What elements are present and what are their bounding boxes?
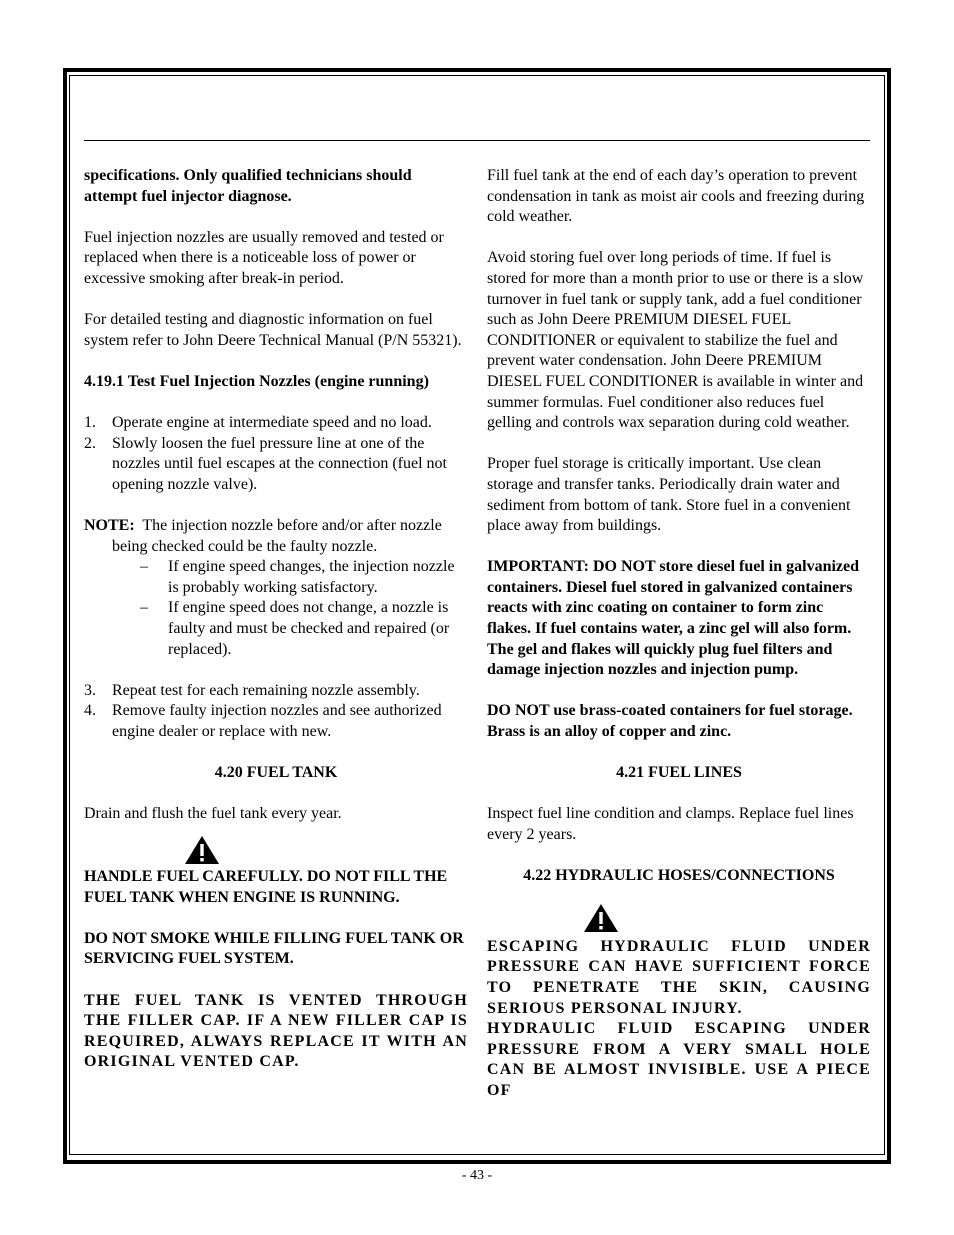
left-column	[84, 166, 468, 1094]
step-text: Slowly loosen the fuel pressure line at one of the nozzles until fuel escapes at the connection (fuel not opening nozzle valve).	[112, 434, 447, 493]
dash-mark: –	[140, 599, 148, 617]
technical-manual-paragraph: For detailed testing and diagnostic information on fuel system refer to John Deere Technical Manual (P/N 55321).	[84, 311, 462, 349]
section-title-fuel-tank: 4.20 FUEL TANK	[214, 764, 338, 782]
list-item	[84, 434, 468, 496]
fuel-tank-paragraph: Drain and flush the fuel tank every year.	[84, 805, 342, 823]
list-item	[84, 598, 468, 660]
right-column	[487, 166, 871, 1122]
dash-mark: –	[140, 558, 148, 576]
note-block	[84, 516, 468, 557]
step-text: Repeat test for each remaining nozzle assembly.	[112, 681, 420, 699]
nozzle-removal-paragraph: Fuel injection nozzles are usually removed and tested or replaced when there is a noticeable loss of power or excessive smoking after break-in period.	[84, 228, 444, 287]
test-steps-list-continued	[84, 681, 468, 743]
list-item	[84, 557, 468, 598]
note-text: The injection nozzle before and/or after nozzle being checked could be the faulty nozzle.	[112, 517, 442, 555]
subsection-heading: 4.19.1 Test Fuel Injection Nozzles (engine running)	[84, 372, 429, 390]
step-text: Remove faulty injection nozzles and see authorized engine dealer or replace with new.	[112, 702, 442, 741]
list-item	[84, 413, 468, 434]
fuel-warning-3: THE FUEL TANK IS VENTED THROUGH THE FILLER CAP. IF A NEW FILLER CAP IS REQUIRED, ALWAYS REPLACE IT WITH AN ORIGINAL VENTED CAP.	[84, 991, 468, 1071]
page-number: - 43 -	[461, 1168, 493, 1183]
proper-storage-paragraph: Proper fuel storage is critically important. Use clean storage and transfer tanks. Periodically drain water and sediment from bottom of tank. Store fuel in a convenient place away from buildings.	[487, 455, 851, 535]
dash-text: If engine speed changes, the injection nozzle is probably working satisfactory.	[168, 558, 455, 596]
warning-triangle-icon	[84, 835, 468, 867]
warning-triangle-icon	[487, 903, 871, 937]
fuel-warning-1: HANDLE FUEL CAREFULLY. DO NOT FILL THE FUEL TANK WHEN ENGINE IS RUNNING.	[84, 868, 448, 906]
section-title-hydraulic: 4.22 HYDRAULIC HOSES/CONNECTIONS	[523, 867, 835, 885]
header-rule	[84, 140, 870, 141]
important-notice: IMPORTANT: DO NOT store diesel fuel in galvanized containers. Diesel fuel stored in galvanized containers reacts with zinc coating on container to form zinc flakes. If fuel contains water, a zinc gel will also form. The gel and flakes will quickly plug fuel filters and damage injection nozzles and injection pump.	[487, 558, 860, 679]
hydraulic-warning-1: ESCAPING HYDRAULIC FLUID UNDER PRESSURE CAN HAVE SUFFICIENT FORCE TO PENETRATE THE SKIN, CAUSING SERIOUS PERSONAL INJURY.	[487, 937, 871, 1017]
intro-bold-paragraph: specifications. Only qualified technicians should attempt fuel injector diagnose.	[84, 167, 412, 205]
note-dash-list	[84, 557, 468, 660]
fill-tank-paragraph: Fill fuel tank at the end of each day’s operation to prevent condensation in tank as moist air cools and freezing during cold weather.	[487, 167, 865, 226]
step-text: Operate engine at intermediate speed and no load.	[112, 414, 432, 432]
step-number: 1.	[84, 414, 96, 432]
fuel-lines-paragraph: Inspect fuel line condition and clamps. Replace fuel lines every 2 years.	[487, 805, 854, 843]
list-item	[84, 681, 468, 702]
section-title-fuel-lines: 4.21 FUEL LINES	[616, 764, 742, 782]
step-number: 4.	[84, 702, 96, 720]
test-steps-list	[84, 413, 468, 495]
dash-text: If engine speed does not change, a nozzle is faulty and must be checked and repaired (or replaced).	[168, 599, 450, 658]
hydraulic-warning-2: HYDRAULIC FLUID ESCAPING UNDER PRESSURE FROM A VERY SMALL HOLE CAN BE ALMOST INVISIBLE. USE A PIECE OF	[487, 1020, 871, 1099]
note-label: NOTE:	[84, 517, 135, 535]
list-item	[84, 701, 468, 742]
brass-notice: DO NOT use brass-coated containers for fuel storage. Brass is an alloy of copper and zinc.	[487, 702, 853, 741]
fuel-storage-paragraph: Avoid storing fuel over long periods of time. If fuel is stored for more than a month prior to use or there is a slow turnover in fuel tank or supply tank, add a fuel conditioner such as John Deere PREMIUM DIESEL FUEL CONDITIONER or equivalent to stabilize the fuel and prevent water condensation. John Deere PREMIUM DIESEL FUEL CONDITIONER is available in winter and summer formulas. Fuel conditioner also reduces fuel gelling and controls wax separation during cold weather.	[487, 249, 864, 432]
fuel-warning-2: DO NOT SMOKE WHILE FILLING FUEL TANK OR SERVICING FUEL SYSTEM.	[84, 929, 464, 968]
step-number: 3.	[84, 681, 96, 699]
step-number: 2.	[84, 434, 96, 452]
